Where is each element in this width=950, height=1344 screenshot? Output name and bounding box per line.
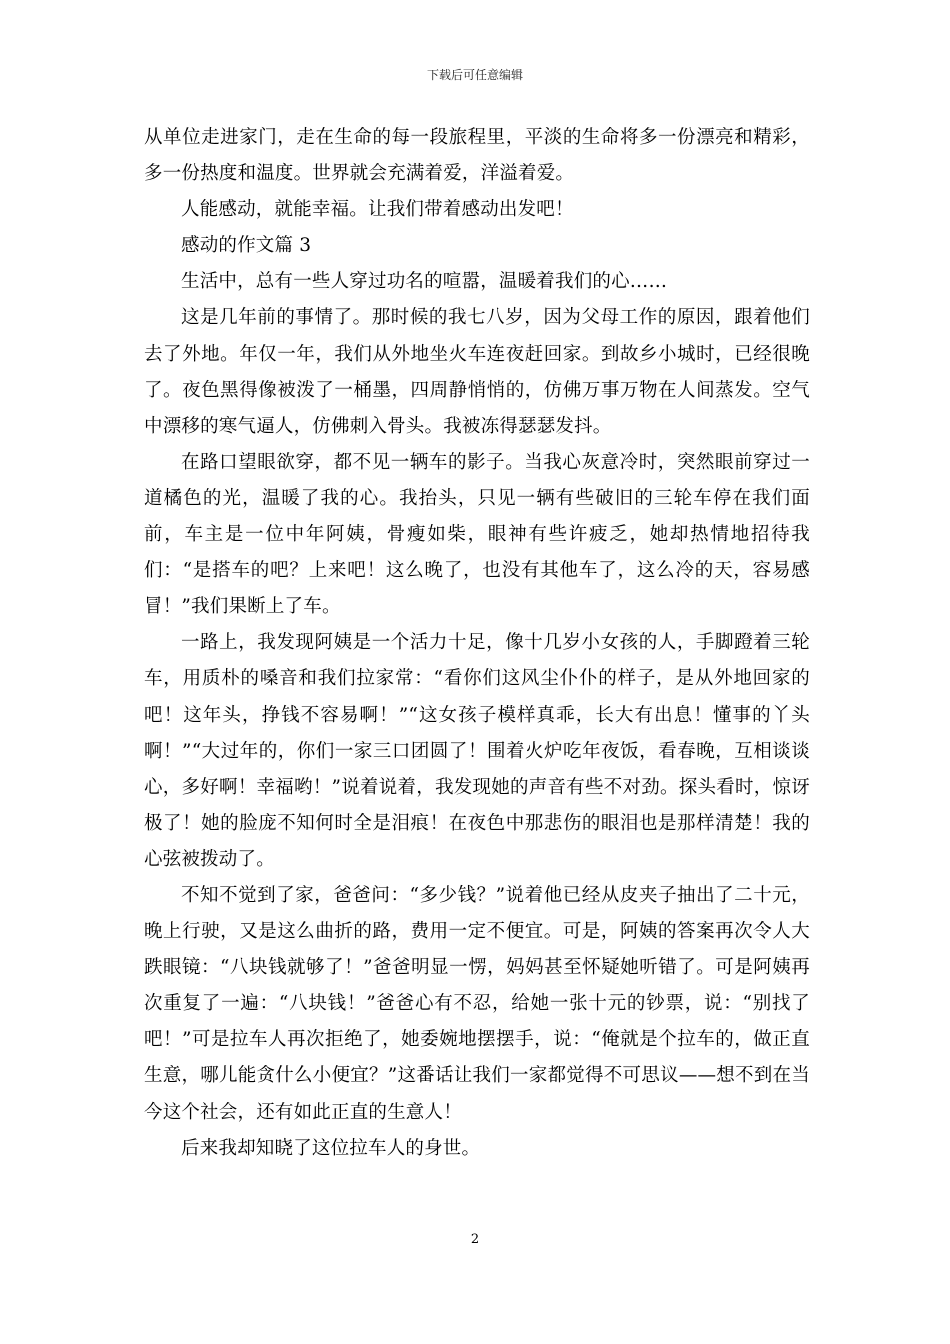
paragraph: 后来我却知晓了这位拉车人的身世。 <box>181 1137 481 1159</box>
paragraph: 在路口望眼欲穿，都不见一辆车的影子。当我心灰意冷时，突然眼前穿过一道橘色的光，温暖了我的心。我抬头，只见一辆有些破旧的三轮车停在我们面前，车主是一位中年阿姨，骨瘦如柴，眼神有些许疲乏，她却热情地招待我们：“是搭车的吧？上来吧！这么晚了，也没有其他车了，这么冷的天，容易感冒！”我们果断上了车。 <box>144 451 810 618</box>
paragraph: 一路上，我发现阿姨是一个活力十足，像十几岁小女孩的人，手脚蹬着三轮车，用质朴的嗓音和我们拉家常：“看你们这风尘仆仆的样子，是从外地回家的吧！这年头，挣钱不容易啊！”“这女孩子模样真乖，长大有出息！懂事的丫头啊！”“大过年的，你们一家三口团圆了！围着火炉吃年夜饭，看春晚，互相谈谈心，多好啊！幸福哟！”说着说着，我发现她的声音有些不对劲。探头看时，惊讶极了！她的脸庞不知何时全是泪痕！在夜色中那悲伤的眼泪也是那样清楚！我的心弦被拨动了。 <box>144 632 810 870</box>
paragraph: 这是几年前的事情了。那时候的我七八岁，因为父母工作的原因，跟着他们去了外地。年仅一年，我们从外地坐火车连夜赶回家。到故乡小城时，已经很晚了。夜色黑得像被泼了一桶墨，四周静悄悄的，仿佛万事万物在人间蒸发。空气中漂移的寒气逼人，仿佛刺入骨头。我被冻得瑟瑟发抖。 <box>144 307 810 437</box>
article-body <box>144 120 810 1167</box>
page-header: 下载后可任意编辑 <box>426 68 523 82</box>
paragraph: 人能感动，就能幸福。让我们带着感动出发吧！ <box>181 199 574 221</box>
section-title: 感动的作文篇 3 <box>181 235 312 257</box>
page-number: 2 <box>470 1232 480 1247</box>
paragraph: 不知不觉到了家，爸爸问：“多少钱？”说着他已经从皮夹子抽出了二十元，晚上行驶，又是这么曲折的路，费用一定不便宜。可是，阿姨的答案再次令人大跌眼镜：“八块钱就够了！”爸爸明显一愣，妈妈甚至怀疑她听错了。可是阿姨再次重复了一遍：“八块钱！”爸爸心有不忍，给她一张十元的钞票，说：“别找了吧！”可是拉车人再次拒绝了，她委婉地摆摆手，说：“俺就是个拉车的，做正直生意，哪儿能贪什么小便宜？”这番话让我们一家都觉得不可思议——想不到在当今这个社会，还有如此正直的生意人！ <box>144 884 810 1123</box>
paragraph: 生活中，总有一些人穿过功名的喧嚣，温暖着我们的心…… <box>181 271 668 293</box>
paragraph-continuation: 从单位走进家门，走在生命的每一段旅程里，平淡的生命将多一份漂亮和精彩，多一份热度和温度。世界就会充满着爱，洋溢着爱。 <box>144 127 810 185</box>
